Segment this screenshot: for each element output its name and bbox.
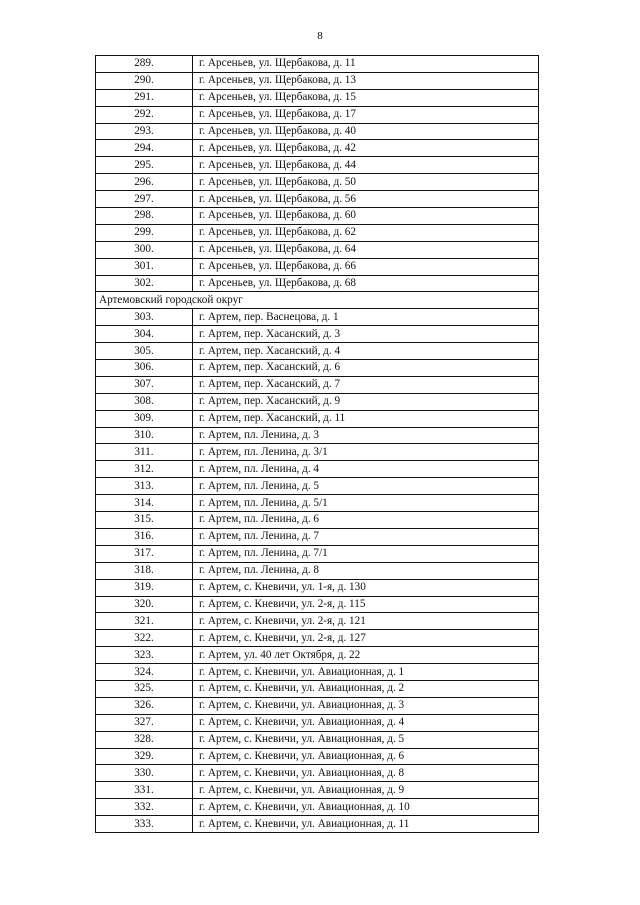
row-address: г. Арсеньев, ул. Щербакова, д. 11 [193,56,539,73]
row-number: 316. [96,528,193,545]
table-row [96,731,539,748]
row-number: 313. [96,478,193,495]
row-address: г. Артем, с. Кневичи, ул. Авиационная, д. 1 [193,664,539,681]
table-row [96,799,539,816]
row-address: г. Арсеньев, ул. Щербакова, д. 17 [193,106,539,123]
row-address: г. Арсеньев, ул. Щербакова, д. 44 [193,157,539,174]
row-address: г. Артем, пл. Ленина, д. 8 [193,562,539,579]
row-number: 309. [96,410,193,427]
row-number: 296. [96,174,193,191]
row-number: 301. [96,258,193,275]
section-heading-row [96,292,539,309]
row-address: г. Артем, пер. Хасанский, д. 6 [193,360,539,377]
row-address: г. Артем, ул. 40 лет Октября, д. 22 [193,647,539,664]
row-number: 332. [96,799,193,816]
address-table-container [95,55,539,833]
row-address: г. Артем, пер. Хасанский, д. 11 [193,410,539,427]
table-row [96,224,539,241]
row-address: г. Арсеньев, ул. Щербакова, д. 66 [193,258,539,275]
table-row [96,613,539,630]
row-address: г. Артем, с. Кневичи, ул. Авиационная, д. 5 [193,731,539,748]
row-address: г. Арсеньев, ул. Щербакова, д. 40 [193,123,539,140]
row-number: 297. [96,191,193,208]
row-address: г. Арсеньев, ул. Щербакова, д. 50 [193,174,539,191]
row-address: г. Артем, пер. Васнецова, д. 1 [193,309,539,326]
row-number: 292. [96,106,193,123]
row-number: 325. [96,680,193,697]
row-address: г. Артем, пл. Ленина, д. 4 [193,461,539,478]
row-number: 317. [96,545,193,562]
row-number: 326. [96,697,193,714]
row-number: 327. [96,714,193,731]
table-row [96,630,539,647]
table-row [96,596,539,613]
row-number: 314. [96,495,193,512]
row-address: г. Артем, с. Кневичи, ул. Авиационная, д. 10 [193,799,539,816]
row-address: г. Артем, с. Кневичи, ул. 2-я, д. 121 [193,613,539,630]
row-number: 315. [96,512,193,529]
row-address: г. Арсеньев, ул. Щербакова, д. 13 [193,72,539,89]
row-address: г. Артем, пл. Ленина, д. 5 [193,478,539,495]
table-row [96,528,539,545]
table-row [96,140,539,157]
table-row [96,393,539,410]
row-number: 331. [96,782,193,799]
row-number: 300. [96,241,193,258]
row-address: г. Арсеньев, ул. Щербакова, д. 56 [193,191,539,208]
table-row [96,680,539,697]
table-row [96,258,539,275]
row-number: 304. [96,326,193,343]
row-number: 289. [96,56,193,73]
page-number: 8 [317,30,323,42]
row-number: 303. [96,309,193,326]
table-row [96,174,539,191]
table-row [96,647,539,664]
table-row [96,275,539,292]
row-number: 323. [96,647,193,664]
row-address: г. Артем, с. Кневичи, ул. Авиационная, д. 4 [193,714,539,731]
row-address: г. Артем, с. Кневичи, ул. Авиационная, д. 2 [193,680,539,697]
table-row [96,241,539,258]
table-row [96,376,539,393]
row-address: г. Артем, с. Кневичи, ул. Авиационная, д. 11 [193,816,539,833]
row-number: 322. [96,630,193,647]
row-number: 293. [96,123,193,140]
row-address: г. Артем, пл. Ленина, д. 7 [193,528,539,545]
table-row [96,512,539,529]
row-number: 318. [96,562,193,579]
row-number: 306. [96,360,193,377]
row-number: 305. [96,343,193,360]
table-row [96,427,539,444]
address-table [95,55,539,833]
table-row [96,579,539,596]
row-address: г. Арсеньев, ул. Щербакова, д. 68 [193,275,539,292]
row-number: 307. [96,376,193,393]
row-address: г. Артем, пл. Ленина, д. 5/1 [193,495,539,512]
row-address: г. Арсеньев, ул. Щербакова, д. 62 [193,224,539,241]
row-address: г. Артем, пл. Ленина, д. 3/1 [193,444,539,461]
row-number: 302. [96,275,193,292]
row-address: г. Артем, пер. Хасанский, д. 4 [193,343,539,360]
row-number: 311. [96,444,193,461]
table-row [96,545,539,562]
row-address: г. Артем, пер. Хасанский, д. 3 [193,326,539,343]
row-address: г. Артем, с. Кневичи, ул. 1-я, д. 130 [193,579,539,596]
table-row [96,562,539,579]
row-address: г. Артем, с. Кневичи, ул. Авиационная, д. 8 [193,765,539,782]
row-address: г. Артем, с. Кневичи, ул. Авиационная, д. 3 [193,697,539,714]
table-row [96,495,539,512]
table-row [96,478,539,495]
table-row [96,444,539,461]
table-row [96,782,539,799]
row-number: 291. [96,89,193,106]
table-row [96,461,539,478]
table-row [96,748,539,765]
row-address: г. Артем, пл. Ленина, д. 6 [193,512,539,529]
section-heading: Артемовский городской округ [96,292,539,309]
row-address: г. Арсеньев, ул. Щербакова, д. 15 [193,89,539,106]
address-table-body [96,56,539,833]
row-address: г. Артем, пер. Хасанский, д. 9 [193,393,539,410]
row-number: 333. [96,816,193,833]
table-row [96,89,539,106]
table-row [96,343,539,360]
table-row [96,123,539,140]
row-address: г. Артем, с. Кневичи, ул. 2-я, д. 127 [193,630,539,647]
table-row [96,309,539,326]
row-address: г. Арсеньев, ул. Щербакова, д. 60 [193,208,539,225]
table-row [96,765,539,782]
row-number: 330. [96,765,193,782]
table-row [96,56,539,73]
row-number: 320. [96,596,193,613]
row-address: г. Арсеньев, ул. Щербакова, д. 42 [193,140,539,157]
row-address: г. Арсеньев, ул. Щербакова, д. 64 [193,241,539,258]
row-number: 294. [96,140,193,157]
row-number: 319. [96,579,193,596]
row-address: г. Артем, пл. Ленина, д. 3 [193,427,539,444]
row-number: 310. [96,427,193,444]
table-row [96,697,539,714]
row-number: 329. [96,748,193,765]
row-number: 295. [96,157,193,174]
table-row [96,191,539,208]
table-row [96,410,539,427]
table-row [96,208,539,225]
row-number: 298. [96,208,193,225]
row-address: г. Артем, с. Кневичи, ул. Авиационная, д. 6 [193,748,539,765]
table-row [96,326,539,343]
row-number: 328. [96,731,193,748]
table-row [96,664,539,681]
row-number: 321. [96,613,193,630]
table-row [96,816,539,833]
row-number: 290. [96,72,193,89]
row-number: 308. [96,393,193,410]
row-address: г. Артем, с. Кневичи, ул. 2-я, д. 115 [193,596,539,613]
table-row [96,360,539,377]
table-row [96,72,539,89]
table-row [96,157,539,174]
row-address: г. Артем, пл. Ленина, д. 7/1 [193,545,539,562]
row-number: 324. [96,664,193,681]
row-number: 312. [96,461,193,478]
table-row [96,714,539,731]
row-number: 299. [96,224,193,241]
table-row [96,106,539,123]
row-address: г. Артем, с. Кневичи, ул. Авиационная, д. 9 [193,782,539,799]
row-address: г. Артем, пер. Хасанский, д. 7 [193,376,539,393]
